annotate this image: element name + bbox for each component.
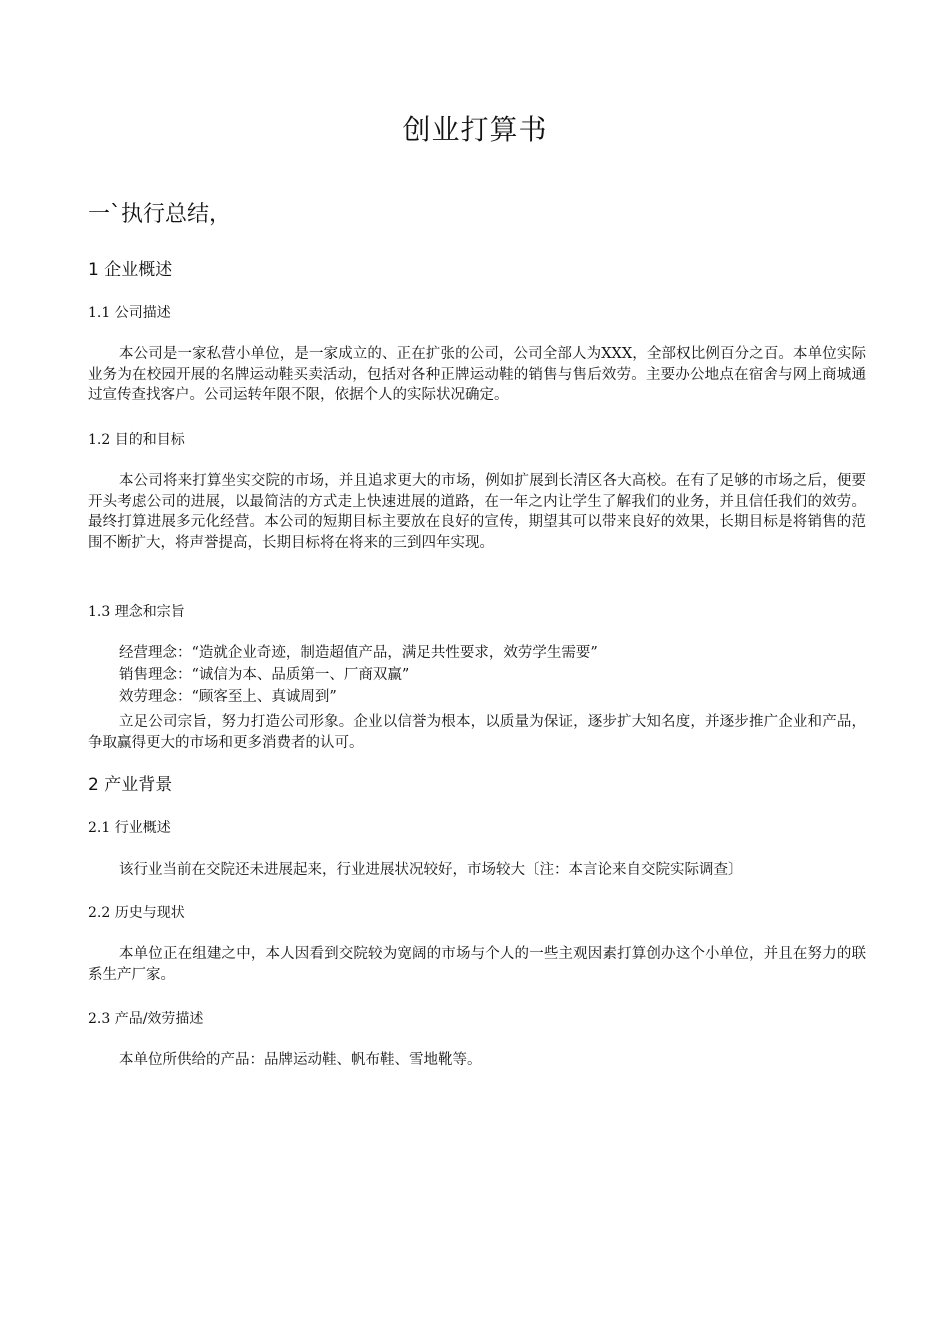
paragraph-history: 本单位正在组建之中，本人因看到交院较为宽阔的市场与个人的一些主观因素打算创办这个小单位，并且在努力的联系生产厂家。 — [88, 946, 866, 983]
heading-history: 2.2 历史与现状 — [88, 905, 185, 921]
business-philosophy-line: 经营理念：“造就企业奇迹，制造超值产品，满足共性要求，效劳学生需要” — [119, 645, 598, 661]
heading-goals: 1.2 目的和目标 — [88, 432, 185, 448]
section-heading-executive-summary: 一`执行总结， — [88, 202, 232, 227]
paragraph-industry-overview: 该行业当前在交院还未进展起来，行业进展状况较好，市场较大〔注：本言论来自交院实际调查〕 — [119, 862, 743, 878]
heading-industry-background: 2 产业背景 — [88, 775, 173, 795]
service-philosophy-line: 效劳理念：“顾客至上、真诚周到” — [119, 689, 337, 705]
paragraph-goals: 本公司将来打算坐实交院的市场，并且追求更大的市场，例如扩展到长清区各大高校。在有了足够的市场之后，便要开头考虑公司的进展，以最简洁的方式走上快速进展的道路，在一年之内让学生了解我们的业务，并且信任我们的效劳。最终打算进展多元化经营。本公司的短期目标主要放在良好的宣传，期望其可以带来良好的效果，长期目标是将销售的范围不断扩大，将声誉提高，长期目标将在将来的三到四年实现。 — [88, 473, 866, 551]
paragraph-company-description: 本公司是一家私营小单位，是一家成立的、正在扩张的公司，公司全部人为XXX，全部权比例百分之百。本单位实际业务为在校园开展的名牌运动鞋买卖活动，包括对各种正牌运动鞋的销售与售后效劳。主要办公地点在宿舍与网上商城通过宣传查找客户。公司运转年限不限，依据个人的实际状况确定。 — [88, 346, 866, 403]
heading-company-description: 1.1 公司描述 — [88, 305, 171, 321]
heading-company-overview: 1 企业概述 — [88, 260, 173, 280]
sales-philosophy-line: 销售理念：“诚信为本、品质第一、厂商双赢” — [119, 667, 410, 683]
heading-products: 2.3 产品/效劳描述 — [88, 1011, 204, 1027]
paragraph-products: 本单位所供给的产品：品牌运动鞋、帆布鞋、雪地靴等。 — [119, 1052, 482, 1068]
document-title: 创业打算书 — [402, 113, 548, 146]
heading-industry-overview: 2.1 行业概述 — [88, 820, 171, 836]
paragraph-philosophy: 立足公司宗旨，努力打造公司形象。企业以信誉为根本，以质量为保证，逐步扩大知名度，并逐步推广企业和产品，争取赢得更大的市场和更多消费者的认可。 — [88, 714, 866, 751]
heading-philosophy: 1.3 理念和宗旨 — [88, 604, 185, 620]
